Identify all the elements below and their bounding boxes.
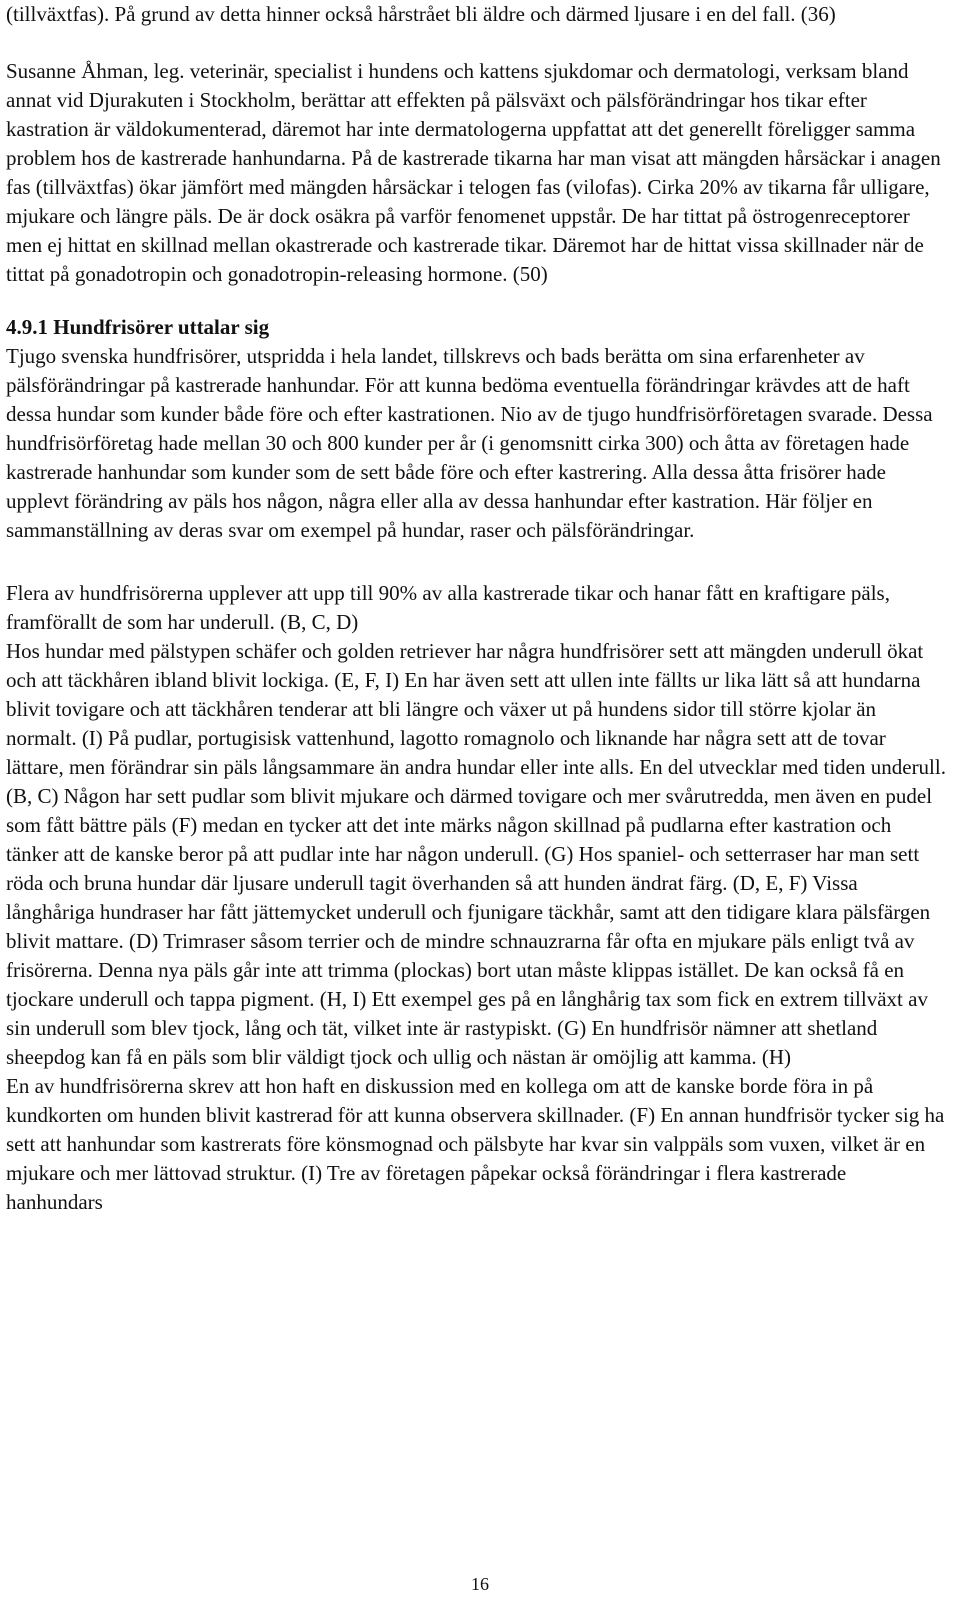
paragraph-gap [6,29,946,57]
paragraph-breed-examples: Hos hundar med pälstypen schäfer och golden retriever har några hundfrisörer sett att mängden underull ökat och att täckhåren ibland blivit lockiga. (E, F, I) En har även sett att ullen inte fällts ur lika lätt så att hundarna blivit tovigare och att täckhåren tenderar att bli längre och växer ut på hundens sidor till större kjolar än normalt. (I) På pudlar, portugisisk vattenhund, lagotto romagnolo och liknande har några sett att de tovar lättare, men förändrar sin päls långsammare än andra hundar eller inte alls. En del utvecklar med tiden underull. (B, C) Någon har sett pudlar som blivit mjukare och därmed tovigare och mer svårutredda, men även en pudel som fått bättre päls (F) medan en tycker att det inte märks någon skillnad på pudlarna efter kastration och tänker att de kanske beror på att pudlar inte har någon underull. (G) Hos spaniel- och setterraser har man sett röda och bruna hundar där ljusare underull tagit överhanden så att hunden ändrat färg. (D, E, F) Vissa långhåriga hundraser har fått jättemycket underull och fjunigare täckhår, samt att den tidigare klara pälsfärgen blivit mattare. (D) Trimraser såsom terrier och de mindre schnauzrarna får ofta en mjukare päls enligt två av frisörerna. Denna nya päls går inte att trimma (plockas) bort utan måste klippas istället. De kan också få en tjockare underull och tappa pigment. (H, I) Ett exempel ges på en långhårig tax som fick en extrem tillväxt av sin underull som blev tjock, lång och tät, vilket inte är rastypiskt. (G) En hundfrisör nämner att shetland sheepdog kan få en päls som blir väldigt tjock och ullig och nästan är omöjlig att kamma. (H) [6,639,946,1069]
section-heading: 4.9.1 Hundfrisörer uttalar sig [6,315,270,339]
paragraph-section-intro: Tjugo svenska hundfrisörer, utspridda i hela landet, tillskrevs och bads berätta om sina erfarenheter av pälsförändringar på kastrerade hanhundar. För att kunna bedöma eventuella förändringar krävdes att de haft dessa hundar som kunder både före och efter kastrationen. Nio av de tjugo hundfrisörföretagen svarade. Dessa hundfrisörföretag hade mellan 30 och 800 kunder per år (i genomsnitt cirka 300) och åtta av företagen hade kastrerade hanhundar som kunder som de sett både före och efter kastrering. Alla dessa åtta frisörer hade upplevt förändring av päls hos någon, några eller alla av dessa hanhundar efter kastration. Här följer en sammanställning av deras svar om exempel på hundar, raser och pälsförändringar. [6,344,933,542]
paragraph-ahman: Susanne Åhman, leg. veterinär, specialist i hundens och kattens sjukdomar och dermatologi, verksam bland annat vid Djurakuten i Stockholm, berättar att effekten på pälsväxt och pälsförändringar hos tikar efter kastration är väldokumenterad, däremot har inte dermatologerna uppfattat att det generellt föreligger samma problem hos de kastrerade hanhundarna. På de kastrerade tikarna har man visat att mängden hårsäckar i anagen fas (tillväxtfas) ökar jämfört med mängden hårsäckar i telogen fas (vilofas). Cirka 20% av tikarna får ulligare, mjukare och längre päls. De är dock osäkra på varför fenomenet uppstår. De har tittat på östrogenreceptorer men ej hittat en skillnad mellan okastrerade och kastrerade tikar. Däremot har de hittat vissa skillnader när de tittat på gonadotropin och gonadotropin-releasing hormone. (50) [6,59,941,286]
page-number: 16 [471,1574,489,1594]
paragraph-gap [6,545,946,579]
paragraph-groomers-90-percent: Flera av hundfrisörerna upplever att upp till 90% av alla kastrerade tikar och hanar fått en kraftigare päls, framförallt de som har underull. (B, C, D) [6,581,890,634]
paragraph-continuation: (tillväxtfas). På grund av detta hinner också hårstrået bli äldre och därmed ljusare i en del fall. (36) [6,2,836,26]
paragraph-groomer-discussion: En av hundfrisörerna skrev att hon haft en diskussion med en kollega om att de kanske borde föra in på kundkorten om hunden blivit kastrerad för att kunna observera skillnader. (F) En annan hundfrisör tycker sig ha sett att hanhundar som kastrerats före könsmognad och pälsbyte har kvar sin valppäls som vuxen, vilket är en mjukare och mer lättovad struktur. (I) Tre av företagen påpekar också förändringar i flera kastrerade hanhundars [6,1074,945,1214]
section-gap [6,289,946,313]
document-page [6,0,946,1217]
